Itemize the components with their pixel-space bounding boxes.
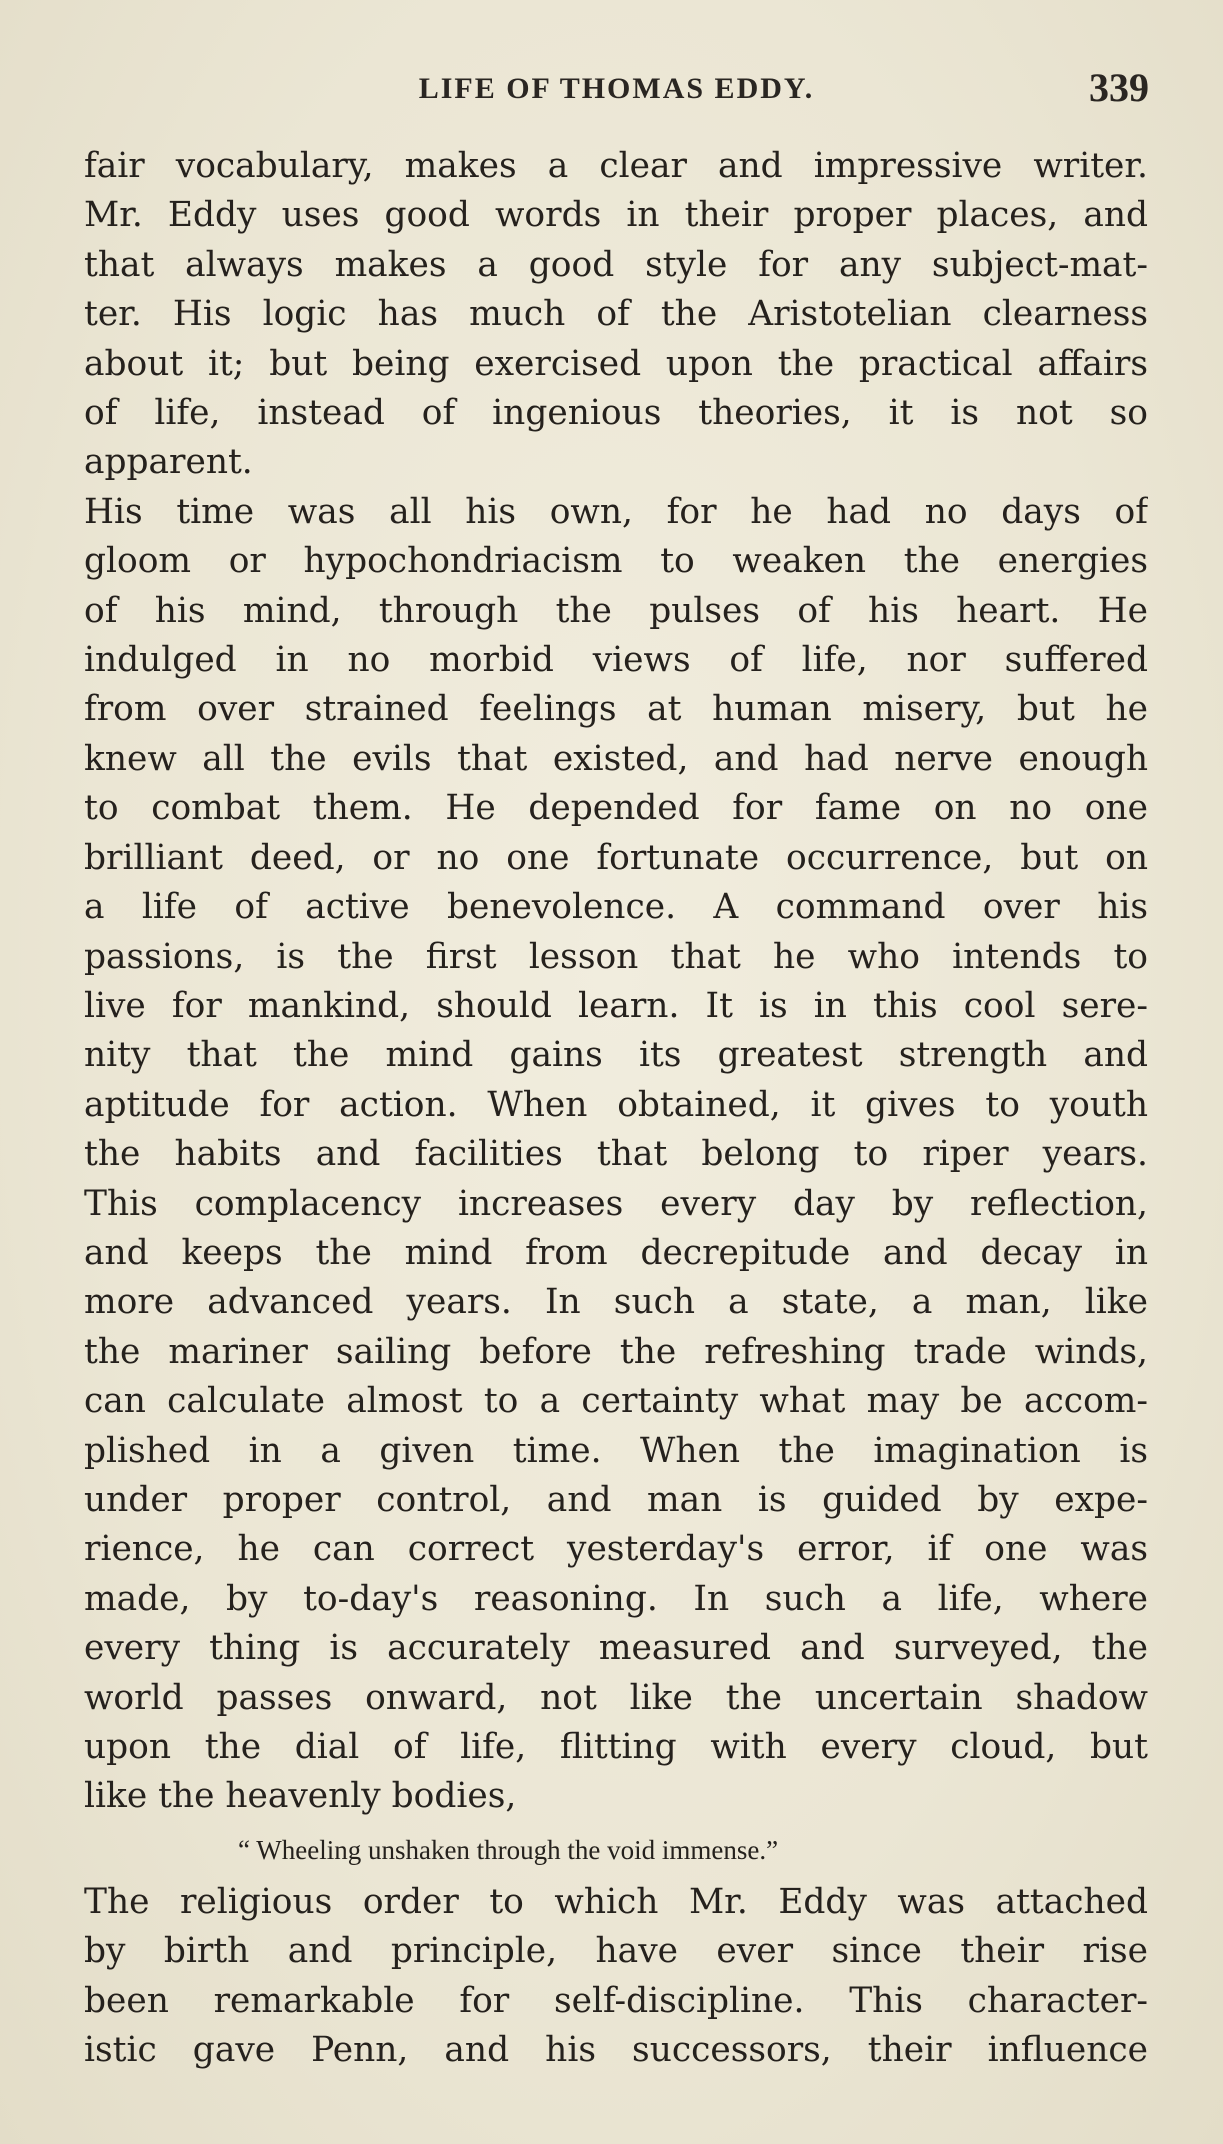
text-line: from over strained feelings at human misery, but he	[84, 689, 1148, 730]
text-line: passions, is the first lesson that he who intends to	[84, 936, 1148, 977]
text-line: world passes onward, not like the uncertain shadow	[84, 1677, 1148, 1718]
text-line: like the heavenly bodies,	[84, 1776, 517, 1817]
text-line: of his mind, through the pulses of his heart. He	[84, 590, 1148, 631]
text-line: indulged in no morbid views of life, nor suffered	[84, 640, 1148, 681]
text-line: The religious order to which Mr. Eddy was attached	[84, 1881, 1148, 1922]
text-line: of life, instead of ingenious theories, it is not so	[84, 393, 1148, 434]
text-line: been remarkable for self-discipline. This character-	[84, 1980, 1148, 2021]
text-line: knew all the evils that existed, and had nerve enough	[84, 738, 1148, 779]
text-line: every thing is accurately measured and surveyed, the	[84, 1628, 1148, 1669]
text-line: Mr. Eddy uses good words in their proper places, and	[84, 195, 1148, 236]
text-line: aptitude for action. When obtained, it gives to youth	[84, 1084, 1148, 1125]
text-line: the habits and facilities that belong to riper years.	[84, 1134, 1148, 1175]
text-line: brilliant deed, or no one fortunate occurrence, but on	[84, 837, 1148, 878]
text-line: under proper control, and man is guided by expe-	[84, 1479, 1148, 1520]
text-line: more advanced years. In such a state, a man, like	[84, 1282, 1148, 1323]
text-line: nity that the mind gains its greatest strength and	[84, 1035, 1148, 1076]
text-line: apparent.	[84, 442, 253, 483]
page-header	[84, 60, 1149, 120]
text-line: live for mankind, should learn. It is in this cool sere-	[84, 985, 1148, 1026]
text-line: istic gave Penn, and his successors, their influence	[84, 2030, 1148, 2071]
text-line: This complacency increases every day by reflection,	[84, 1183, 1148, 1224]
text-line: that always makes a good style for any subject-mat-	[84, 244, 1148, 285]
text-line: His time was all his own, for he had no days of	[84, 491, 1148, 532]
text-line: to combat them. He depended for fame on no one	[84, 788, 1148, 829]
text-line: and keeps the mind from decrepitude and decay in	[84, 1232, 1148, 1273]
text-line: fair vocabulary, makes a clear and impressive writer.	[84, 146, 1148, 186]
body-text	[84, 142, 1148, 2075]
text-line: gloom or hypochondriacism to weaken the energies	[84, 541, 1148, 582]
text-line: about it; but being exercised upon the practical affairs	[84, 343, 1148, 384]
text-line: can calculate almost to a certainty what may be accom-	[84, 1381, 1148, 1422]
text-line: plished in a given time. When the imagination is	[84, 1430, 1148, 1471]
running-head: LIFE OF THOMAS EDDY.	[418, 72, 815, 105]
poetry-quote: “ Wheeling unshaken through the void immense.”	[238, 1834, 779, 1865]
text-line: the mariner sailing before the refreshing trade winds,	[84, 1331, 1148, 1372]
text-line: made, by to-day's reasoning. In such a life, where	[84, 1578, 1148, 1619]
page-number: 339	[1089, 65, 1149, 110]
text-line: by birth and principle, have ever since their rise	[84, 1931, 1148, 1972]
text-line: upon the dial of life, flitting with every cloud, but	[84, 1727, 1148, 1767]
text-line: ter. His logic has much of the Aristotelian clearness	[84, 294, 1148, 335]
text-line: a life of active benevolence. A command over his	[84, 887, 1148, 928]
text-line: rience, he can correct yesterday's error, if one was	[84, 1529, 1148, 1570]
